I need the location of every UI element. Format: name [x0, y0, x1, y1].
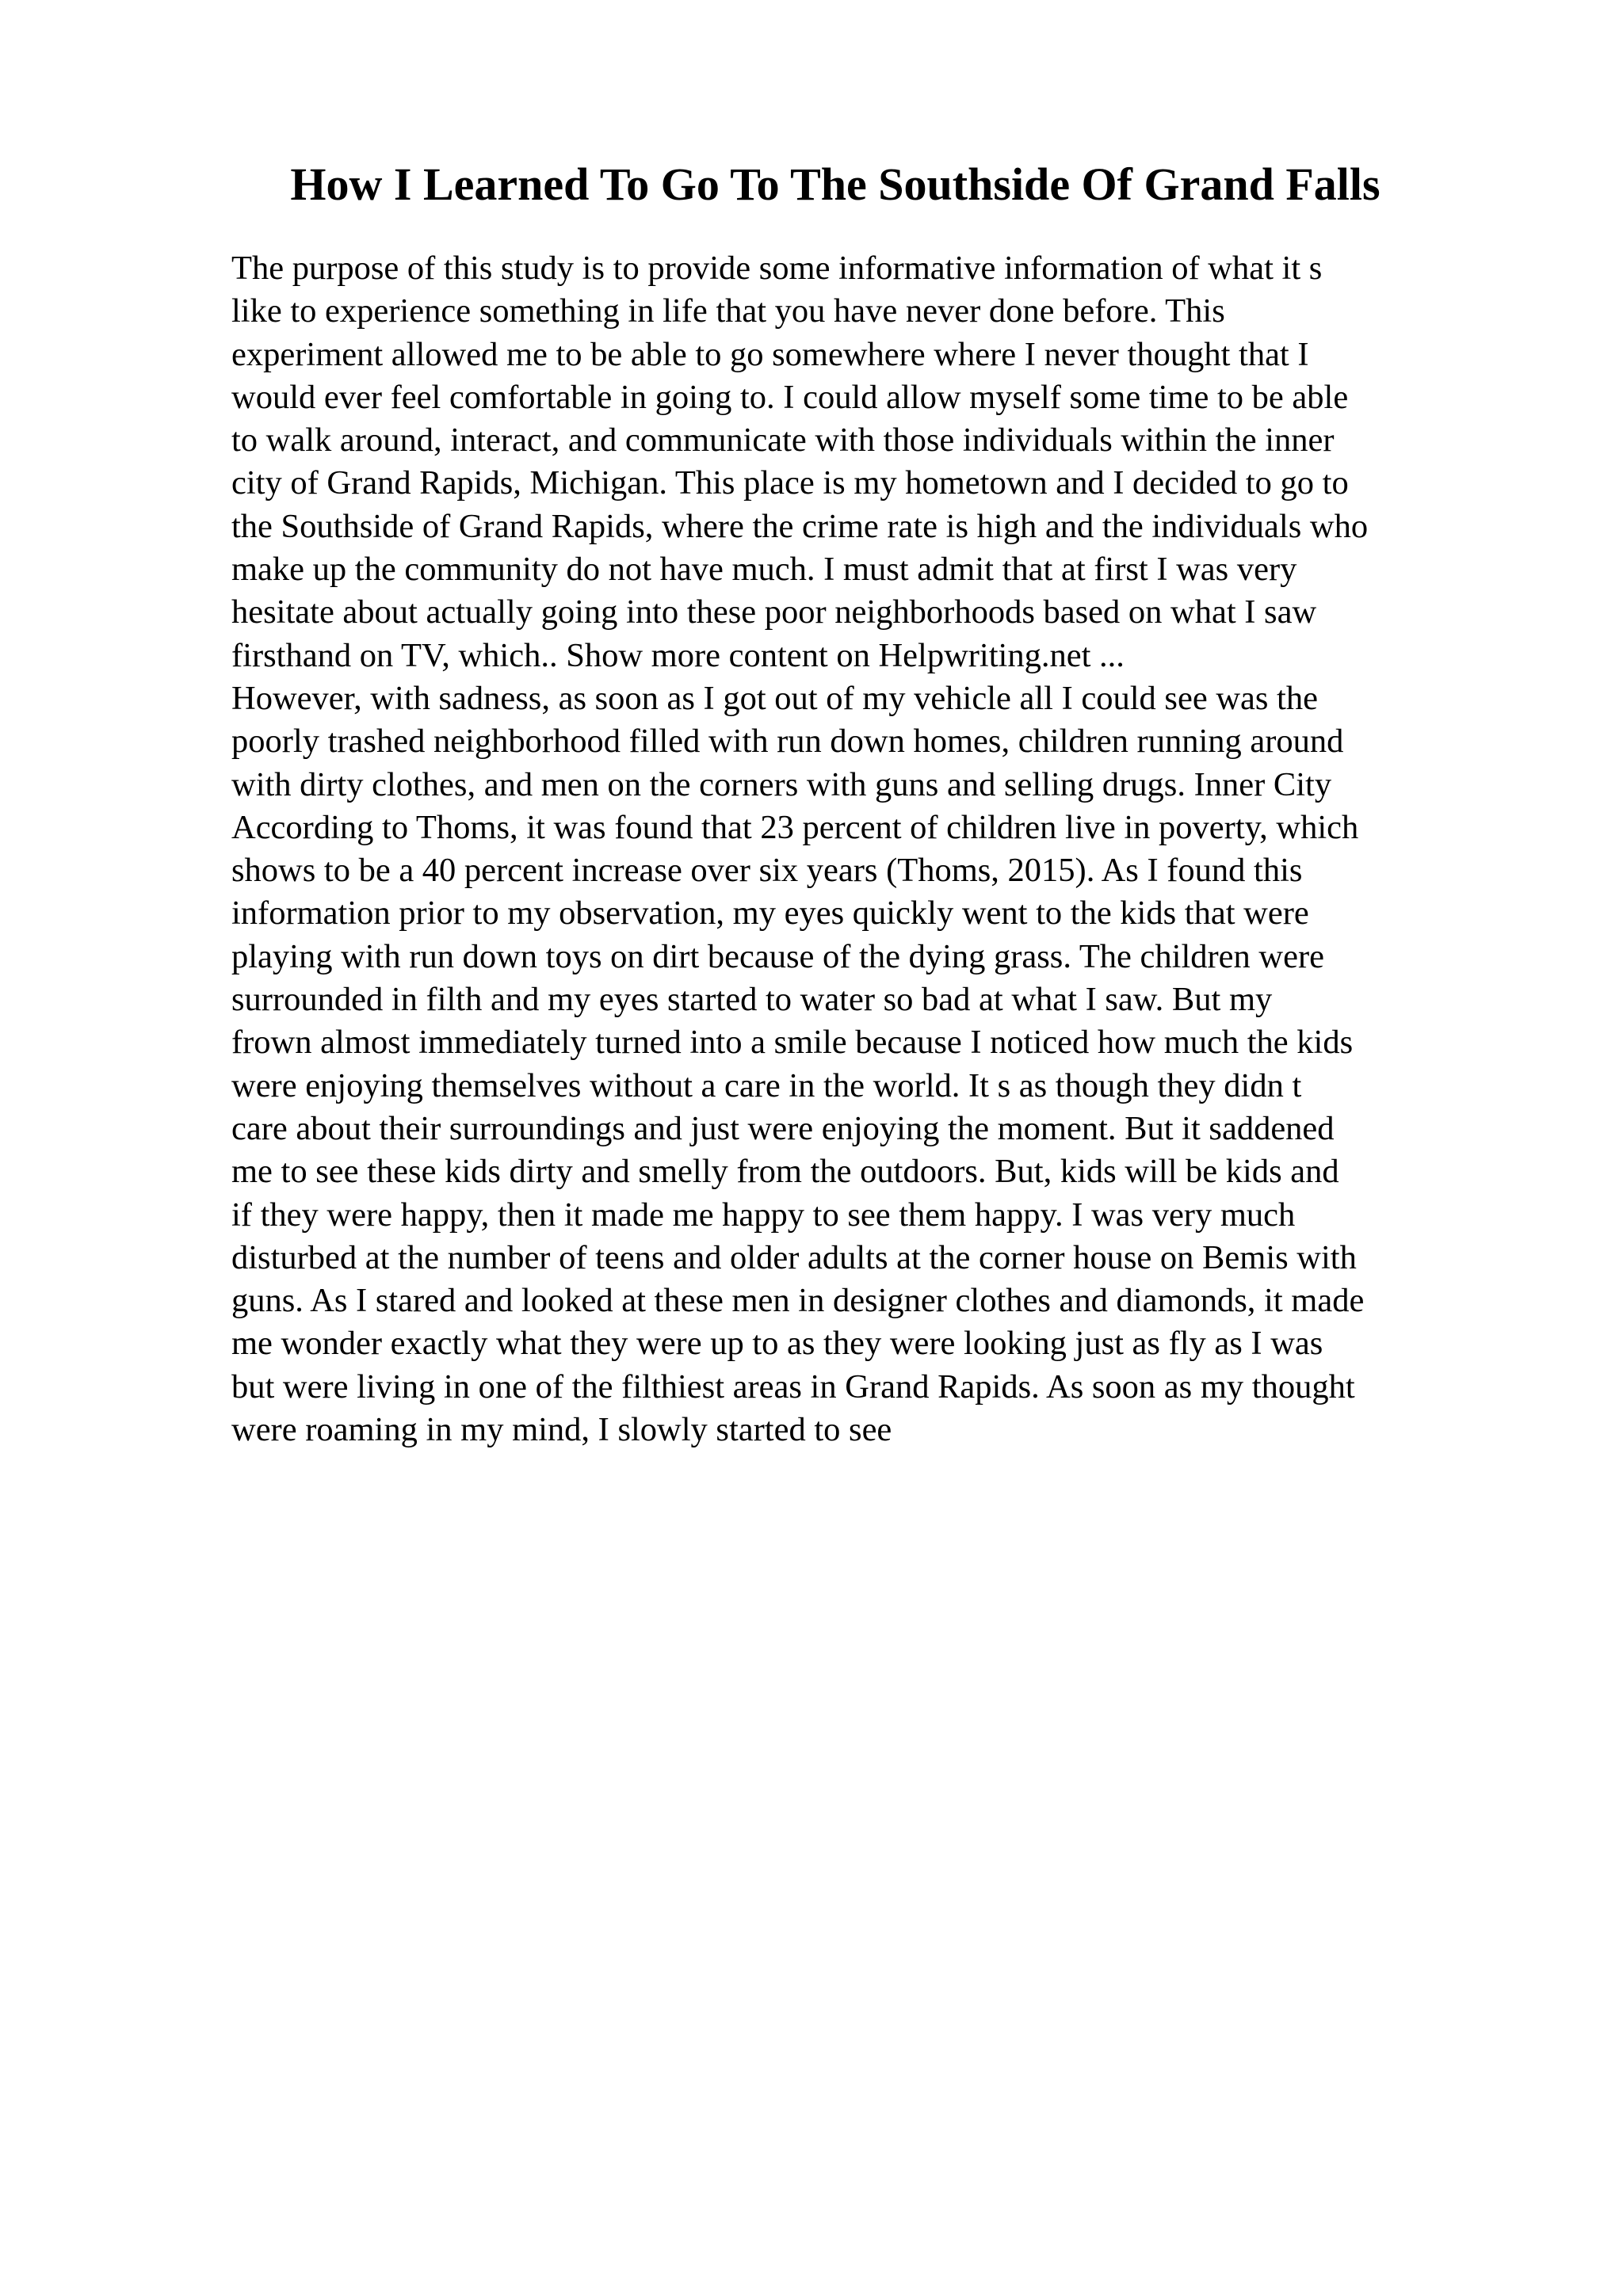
body-line: information prior to my observation, my eyes quickly went to the kids that were — [231, 894, 1309, 933]
body-line: hesitate about actually going into these poor neighborhoods based on what I saw — [231, 593, 1317, 631]
body-line: were enjoying themselves without a care in the world. It s as though they didn t — [231, 1066, 1302, 1104]
body-line: According to Thoms, it was found that 23 percent of children live in poverty, which — [231, 808, 1359, 846]
body-line: care about their surroundings and just were enjoying the moment. But it saddened — [231, 1109, 1335, 1147]
document-title: How I Learned To Go To The Southside Of Grand Falls — [290, 158, 1381, 210]
body-line: were roaming in my mind, I slowly started to see — [231, 1411, 892, 1449]
body-line: frown almost immediately turned into a smile because I noticed how much the kids — [231, 1024, 1354, 1062]
body-line: firsthand on TV, which.. Show more content on Helpwriting.net ... — [231, 636, 1125, 674]
document-body — [231, 247, 1594, 1451]
body-line: shows to be a 40 percent increase over six years (Thoms, 2015). As I found this — [231, 852, 1303, 890]
body-line: playing with run down toys on dirt because of the dying grass. The children were — [231, 937, 1324, 975]
body-line: make up the community do not have much. I must admit that at first I was very — [231, 551, 1297, 589]
body-line: experiment allowed me to be able to go somewhere where I never thought that I — [231, 335, 1309, 373]
body-line: poorly trashed neighborhood filled with run down homes, children running around — [231, 723, 1344, 761]
body-line: However, with sadness, as soon as I got out of my vehicle all I could see was the — [231, 679, 1318, 717]
body-line: to walk around, interact, and communicate with those individuals within the inner — [231, 421, 1335, 460]
body-line: me to see these kids dirty and smelly from the outdoors. But, kids will be kids and — [231, 1153, 1339, 1191]
body-line: would ever feel comfortable in going to. I could allow myself some time to be able — [231, 378, 1349, 416]
body-line: like to experience something in life that you have never done before. This — [231, 292, 1225, 330]
body-line: guns. As I stared and looked at these men in designer clothes and diamonds, it made — [231, 1282, 1365, 1320]
body-line: the Southside of Grand Rapids, where the crime rate is high and the individuals who — [231, 507, 1369, 545]
body-line: me wonder exactly what they were up to as they were looking just as fly as I was — [231, 1325, 1323, 1363]
body-line: surrounded in filth and my eyes started to water so bad at what I saw. But my — [231, 981, 1273, 1019]
body-line: if they were happy, then it made me happy to see them happy. I was very much — [231, 1196, 1296, 1234]
body-line: disturbed at the number of teens and older adults at the corner house on Bemis with — [231, 1238, 1357, 1276]
body-line: city of Grand Rapids, Michigan. This place is my hometown and I decided to go to — [231, 464, 1349, 502]
body-line: with dirty clothes, and men on the corners with guns and selling drugs. Inner City — [231, 765, 1332, 803]
body-line: The purpose of this study is to provide some informative information of what it s — [231, 250, 1323, 287]
body-line: but were living in one of the filthiest areas in Grand Rapids. As soon as my thought — [231, 1367, 1355, 1405]
